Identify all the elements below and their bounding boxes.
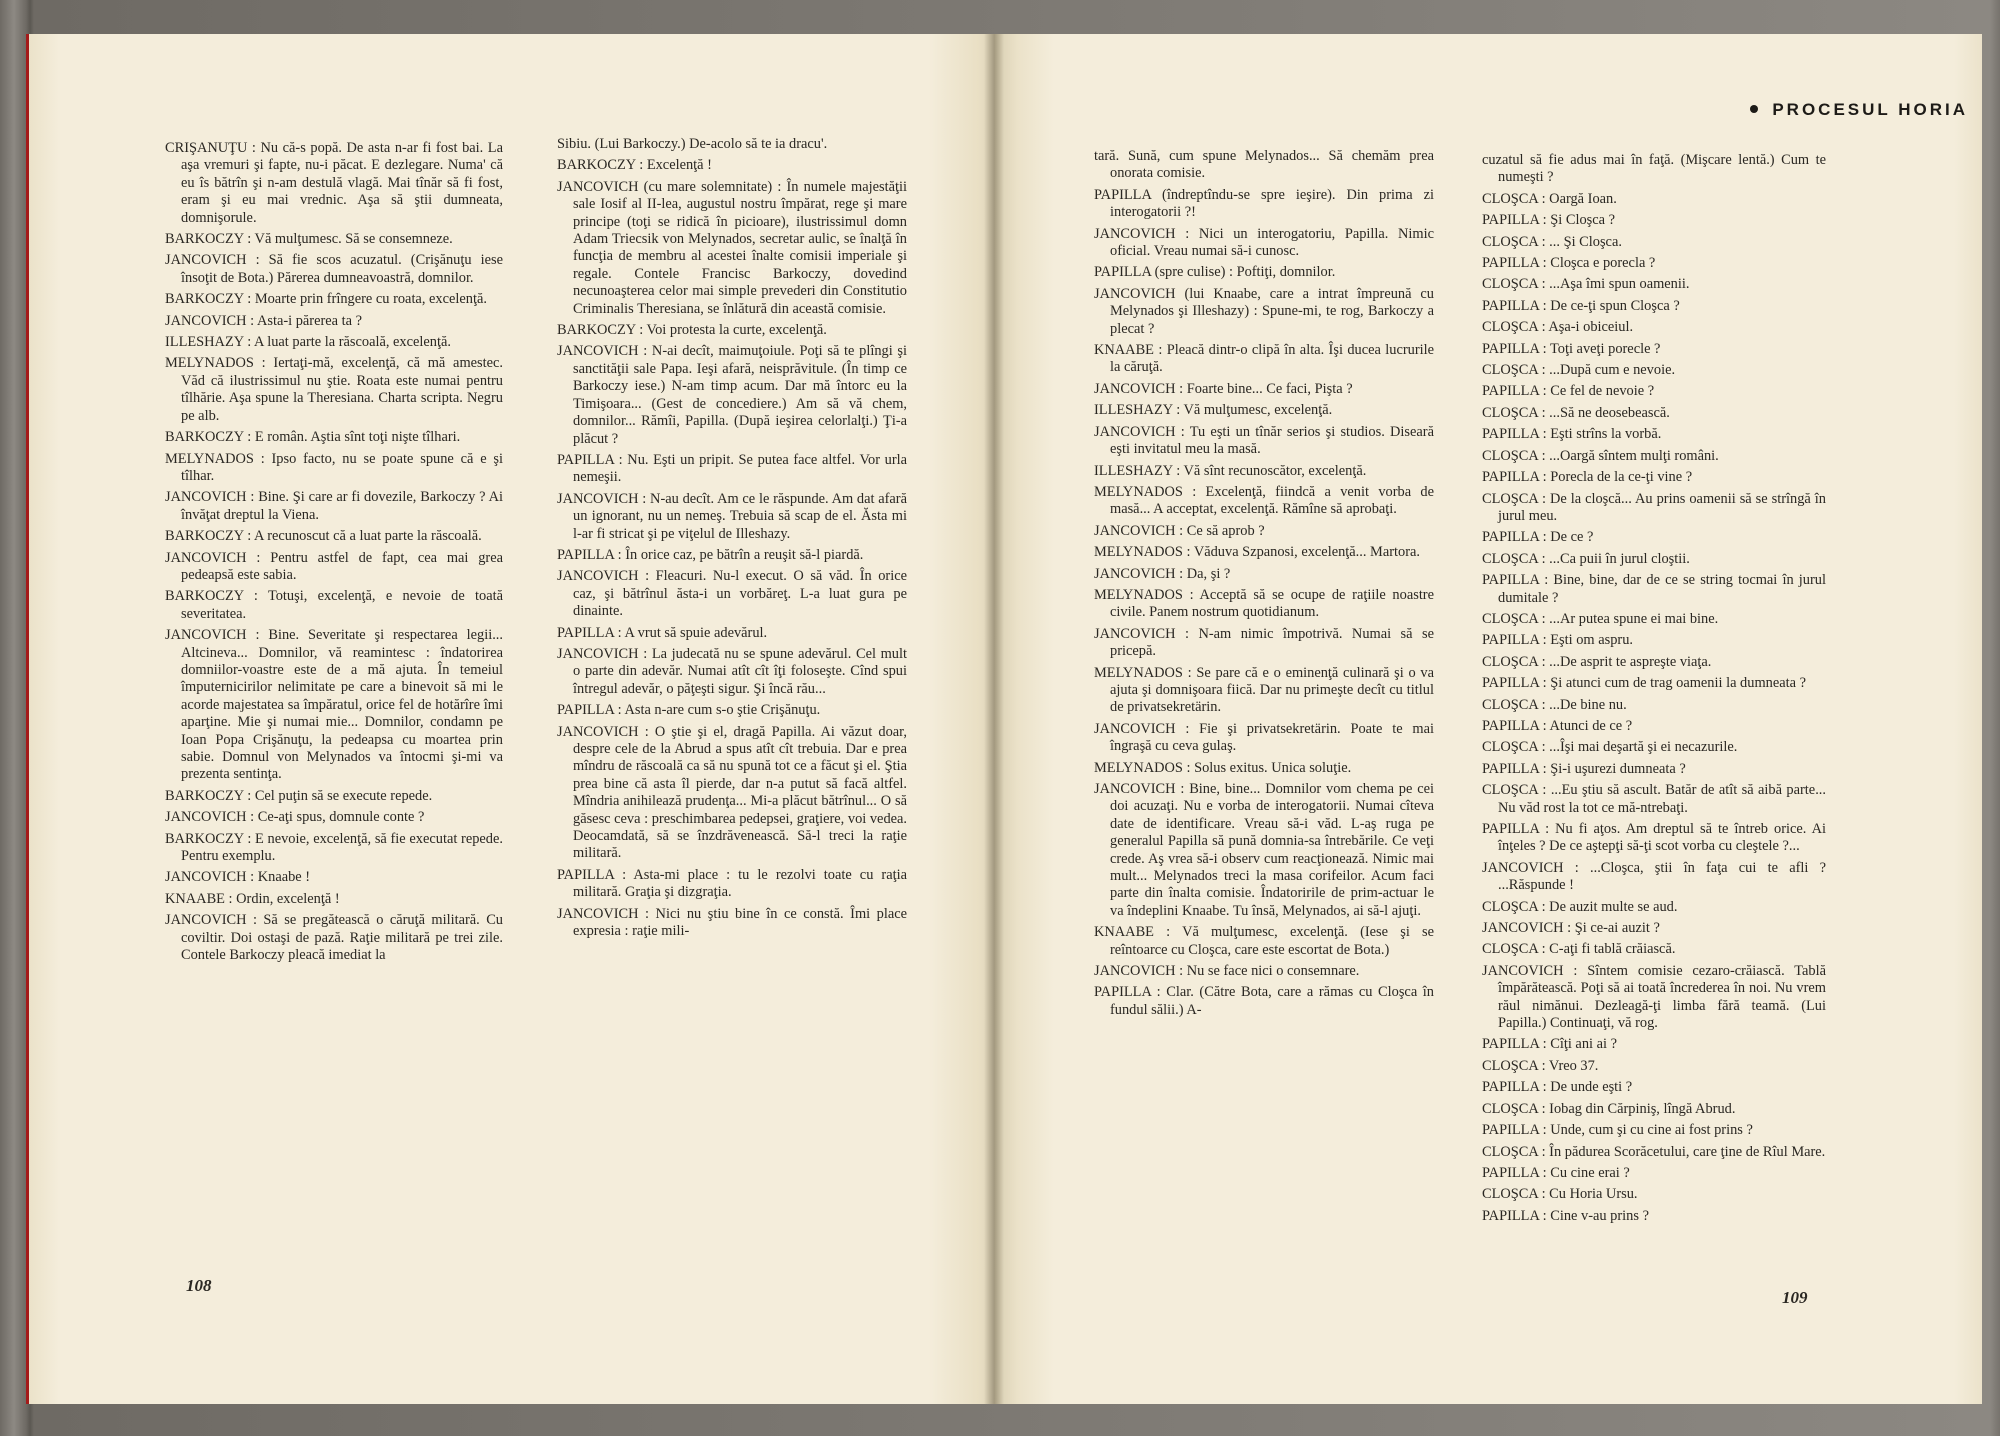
page-number-right: 109 <box>1782 1288 1808 1307</box>
dialogue-paragraph: KNAABE : Ordin, excelenţă ! <box>165 890 340 907</box>
dialogue-paragraph: JANCOVICH : Şi ce-ai auzit ? <box>1482 920 1660 937</box>
dialogue-paragraph: JANCOVICH : Nici nu ştiu bine în ce constă. Îmi place expresia : raţie mili- <box>557 905 907 940</box>
text-column-4 <box>1482 152 1826 1229</box>
dialogue-paragraph: CLOŞCA : ...De bine nu. <box>1482 696 1627 713</box>
dialogue-paragraph: tară. Sună, cum spune Melynados... Să chemăm prea onorata comisie. <box>1094 148 1434 182</box>
dialogue-paragraph: JANCOVICH : O ştie şi el, dragă Papilla. Ai văzut doar, despre cele de la Abrud a spus atît cît trebuia. Dar e prea mîndru de răscoală ca să nu spună tot ce a făcut şi el. Ştia prea bine că asta îl pierde, dar n-a putut să facă altfel. Mîndria anihilează prudenţa... Mi-a plăcut bătrînul... O să găsesc ceva : preschimbarea pedepsei, graţiere, voi vedea. Deocamdată, să se înzdrăvenească. Să-l treci la raţie militară. <box>557 723 908 862</box>
dialogue-paragraph: BARKOCZY : A recunoscut că a luat parte la răscoală. <box>165 528 482 545</box>
dialogue-paragraph: PAPILLA : Ce fel de nevoie ? <box>1482 383 1655 400</box>
dialogue-paragraph: PAPILLA : Şi atunci cum de trag oamenii la dumneata ? <box>1482 675 1806 692</box>
dialogue-paragraph: CLOŞCA : Aşa-i obiceiul. <box>1482 319 1634 336</box>
dialogue-paragraph: PAPILLA : Şi-i uşurezi dumneata ? <box>1482 760 1686 777</box>
dialogue-paragraph: BARKOCZY : Cel puţin să se execute repede. <box>165 787 433 804</box>
dialogue-paragraph: JANCOVICH : Nu se face nici o consemnare. <box>1094 963 1360 980</box>
dialogue-paragraph: BARKOCZY : Moarte prin frîngere cu roata, excelenţă. <box>165 291 487 308</box>
dialogue-paragraph: PAPILLA : Eşti strîns la vorbă. <box>1482 426 1662 443</box>
dialogue-paragraph: BARKOCZY : Excelenţă ! <box>557 157 712 174</box>
dialogue-paragraph: JANCOVICH : Asta-i părerea ta ? <box>165 312 363 329</box>
dialogue-paragraph: ILLESHAZY : Vă mulţumesc, excelenţă. <box>1094 402 1333 419</box>
dialogue-paragraph: PAPILLA (spre culise) : Poftiţi, domnilor. <box>1094 264 1336 281</box>
text-column-2 <box>557 136 907 944</box>
dialogue-paragraph: MELYNADOS : Ipso facto, nu se poate spune că e şi tîlhar. <box>165 450 503 484</box>
dialogue-paragraph: JANCOVICH : ...Cloşca, ştii în faţa cui te afli ? ...Răspunde ! <box>1482 859 1826 894</box>
dialogue-paragraph: PAPILLA (îndreptîndu-se spre ieşire). Din prima zi interogatorii ?! <box>1094 186 1434 221</box>
dialogue-paragraph: JANCOVICH : N-au decît. Am ce le răspunde. Am dat afară un ignorant, nu un nemeş. Trebuia să scap de el. Ăsta mi l-ar fi stricat şi pe viţelul de Illeshazy. <box>557 490 907 542</box>
dialogue-paragraph: BARKOCZY : Totuşi, excelenţă, e nevoie de toată severitatea. <box>165 588 503 622</box>
dialogue-paragraph: MELYNADOS : Solus exitus. Unica soluţie. <box>1094 759 1352 776</box>
dialogue-paragraph: PAPILLA : De ce ? <box>1482 529 1594 546</box>
dialogue-paragraph: ILLESHAZY : Vă sînt recunoscător, excelenţă. <box>1094 462 1367 479</box>
dialogue-paragraph: JANCOVICH : Fie şi privatsekretärin. Poate te mai îngraşă cu ceva gulaş. <box>1094 720 1434 755</box>
dialogue-paragraph: JANCOVICH : Bine. Şi care ar fi dovezile, Barkoczy ? Ai învăţat dreptul la Viena. <box>165 489 503 523</box>
text-column-3 <box>1094 148 1434 1023</box>
dialogue-paragraph: PAPILLA : A vrut să spuie adevărul. <box>557 624 768 641</box>
dialogue-paragraph: PAPILLA : Cloşca e porecla ? <box>1482 255 1656 272</box>
dialogue-paragraph: PAPILLA : Porecla de la ce-ţi vine ? <box>1482 469 1693 486</box>
dialogue-paragraph: PAPILLA : Eşti om aspru. <box>1482 632 1633 649</box>
dialogue-paragraph: CLOŞCA : ...Îşi mai deşartă şi ei necazurile. <box>1482 739 1738 756</box>
dialogue-paragraph: PAPILLA : Asta-mi place : tu le rezolvi toate cu raţia militară. Graţia şi dizgraţia. <box>557 866 907 901</box>
dialogue-paragraph: PAPILLA : Cu cine erai ? <box>1482 1164 1630 1181</box>
dialogue-paragraph: CLOŞCA : Cu Horia Ursu. <box>1482 1186 1638 1203</box>
dialogue-paragraph: JANCOVICH : Da, şi ? <box>1094 565 1231 582</box>
dialogue-paragraph: PAPILLA : Nu fi aţos. Am dreptul să te întreb orice. Ai înţeles ? De ce aştepţi să-ţi scot vorba cu cleştele ?... <box>1482 821 1826 855</box>
dialogue-paragraph: Sibiu. (Lui Barkoczy.) De-acolo să te ia dracu'. <box>557 136 828 152</box>
dialogue-paragraph: PAPILLA : Asta n-are cum s-o ştie Crişănuţu. <box>557 702 821 719</box>
dialogue-paragraph: CRIŞANUŢU : Nu că-s popă. De asta n-ar fi fost bai. La aşa vremuri şi fapte, nu-i păcat. E dezlegare. Numa' că eu îs bătrîn şi n-am destulă vlagă. Mai tînăr să fi fost, eram şi eu mai vrednic. Aşa să ştii dumneata, domnişorule. <box>165 140 503 226</box>
dialogue-paragraph: ILLESHAZY : A luat parte la răscoală, excelenţă. <box>165 334 451 351</box>
dialogue-paragraph: JANCOVICH : Foarte bine... Ce faci, Pişta ? <box>1094 380 1353 397</box>
dialogue-paragraph: CLOŞCA : ...Aşa îmi spun oamenii. <box>1482 276 1690 293</box>
dialogue-paragraph: MELYNADOS : Văduva Szpanosi, excelenţă... Martora. <box>1094 544 1421 561</box>
dialogue-paragraph: CLOŞCA : ...De asprit te aspreşte viaţa. <box>1482 653 1712 670</box>
dialogue-paragraph: CLOŞCA : De auzit multe se aud. <box>1482 898 1678 915</box>
dialogue-paragraph: MELYNADOS : Iertaţi-mă, excelenţă, că mă amestec. Văd că ilustrissimul nu ştie. Roata este numai pentru tîlhărie. Aşa spune la Theresiana. Charta scripta. Negru pe alb. <box>165 355 503 424</box>
running-title: PROCESUL HORIA <box>1772 100 1968 119</box>
dialogue-paragraph: CLOŞCA : Vreo 37. <box>1482 1057 1599 1074</box>
dialogue-paragraph: JANCOVICH : N-ai decît, maimuţoiule. Poţi să te plîngi şi sanctităţii sale Papa. Ieşi afară, neisprăvitule. (În timp ce Barkoczy iese.) N-am timp acum. Dar mă întorc eu la Timişoara... (Gest de concediere.) Am să vă chem, domnilor... Rămîi, Papilla. (După ieşirea celorlalţi.) Ţi-a plăcut ? <box>557 343 907 447</box>
dialogue-paragraph: BARKOCZY : E nevoie, excelenţă, să fie executat repede. Pentru exemplu. <box>165 830 503 865</box>
dialogue-paragraph: PAPILLA : Cine v-au prins ? <box>1482 1207 1649 1224</box>
dialogue-paragraph: PAPILLA : De ce-ţi spun Cloşca ? <box>1482 297 1680 314</box>
dialogue-paragraph: PAPILLA : Unde, cum şi cu cine ai fost prins ? <box>1482 1122 1753 1139</box>
dialogue-paragraph: BARKOCZY : Voi protesta la curte, excelenţă. <box>557 322 827 339</box>
book-gutter <box>984 34 1004 1404</box>
dialogue-paragraph: PAPILLA : Clar. (Către Bota, care a rămas cu Cloşca în fundul sălii.) A- <box>1094 984 1434 1018</box>
dialogue-paragraph: PAPILLA : În orice caz, pe bătrîn a reuşit să-l piardă. <box>557 546 864 563</box>
dialogue-paragraph: CLOŞCA : ... Şi Cloşca. <box>1482 233 1622 250</box>
dialogue-paragraph: JANCOVICH : Pentru astfel de fapt, cea mai grea pedeapsă este sabia. <box>165 549 503 583</box>
running-header <box>1750 100 1968 120</box>
dialogue-paragraph: JANCOVICH : Să se pregătească o căruţă militară. Cu coviltir. Doi ostaşi de pază. Raţie militară pe trei zile. Contele Barkoczy pleacă imediat la <box>165 912 503 964</box>
dialogue-paragraph: JANCOVICH : Ce să aprob ? <box>1094 522 1265 539</box>
dialogue-paragraph: PAPILLA : De unde eşti ? <box>1482 1079 1633 1096</box>
dialogue-paragraph: PAPILLA : Toţi aveţi porecle ? <box>1482 340 1661 357</box>
dialogue-paragraph: JANCOVICH : Tu eşti un tînăr serios şi studios. Diseară eşti invitatul meu la masă. <box>1094 423 1434 458</box>
dialogue-paragraph: JANCOVICH : Knaabe ! <box>165 869 311 886</box>
dialogue-paragraph: KNAABE : Pleacă dintr-o clipă în alta. Îşi ducea lucrurile la căruţă. <box>1094 342 1434 376</box>
dialogue-paragraph: JANCOVICH (cu mare solemnitate) : În numele majestăţii sale Iosif al II-lea, augustul nostru împărat, rege şi mare principe (toţi se ridică în picioare), ilustrissimul domn Adam Triecsik von Melynados, secretar aulic, se înalţă în funcţia de membru al acestei înalte comisii imperiale şi regale. Contele Francisc Barkoczy, dovedind necunoaşterea celor mai simple prevederi din Constitutio Criminalis Theresiana, se înlătură din această comisie. <box>557 178 907 317</box>
dialogue-paragraph: BARKOCZY : Vă mulţumesc. Să se consemneze. <box>165 231 453 248</box>
dialogue-paragraph: CLOŞCA : ...Ar putea spune ei mai bine. <box>1482 610 1719 627</box>
dialogue-paragraph: CLOŞCA : ...Eu ştiu să ascult. Batăr de atît să aibă parte... Nu văd rost la tot ce mă-ntrebaţi. <box>1482 782 1826 816</box>
page-number-left: 108 <box>186 1276 212 1295</box>
dialogue-paragraph: CLOŞCA : ...Să ne deosebească. <box>1482 404 1670 421</box>
dialogue-paragraph: CLOŞCA : În pădurea Scorăcetului, care ţine de Rîul Mare. <box>1482 1143 1826 1160</box>
dialogue-paragraph: JANCOVICH (lui Knaabe, care a intrat împreună cu Melynados şi Illeshazy) : Spune-mi, te rog, Barkoczy a plecat ? <box>1094 285 1434 337</box>
dialogue-paragraph: MELYNADOS : Acceptă să se ocupe de raţiile noastre civile. Panem nostrum quotidianum. <box>1094 586 1434 621</box>
dialogue-paragraph: CLOŞCA : C-aţi fi tablă crăiască. <box>1482 941 1676 958</box>
dialogue-paragraph: CLOŞCA : Oargă Ioan. <box>1482 190 1617 207</box>
dialogue-paragraph: JANCOVICH : Sîntem comisie cezaro-crăiască. Tablă împărătească. Poţi să ai toată încrederea în noi. Nu vrem răul nimănui. Dezleagă-ţi limba fără teamă. (Lui Papilla.) Continuaţi, vă rog. <box>1482 962 1826 1032</box>
dialogue-paragraph: cuzatul să fie adus mai în faţă. (Mişcare lentă.) Cum te numeşti ? <box>1482 152 1826 186</box>
text-column-1 <box>165 140 503 968</box>
dialogue-paragraph: PAPILLA : Şi Cloşca ? <box>1482 212 1615 229</box>
dialogue-paragraph: CLOŞCA : ...Oargă sîntem mulţi români. <box>1482 447 1719 464</box>
dialogue-paragraph: PAPILLA : Nu. Eşti un pripit. Se putea face altfel. Vor urla nemeşii. <box>557 451 907 486</box>
dialogue-paragraph: MELYNADOS : Se pare că e o eminenţă culinară şi o va ajuta şi domnişoara fiică. Dar nu primeşte decît cu titlul de privatsekretärin. <box>1094 664 1434 716</box>
dialogue-paragraph: CLOŞCA : Iobag din Cărpiniş, lîngă Abrud. <box>1482 1100 1736 1117</box>
dialogue-paragraph: JANCOVICH : Ce-aţi spus, domnule conte ? <box>165 809 425 826</box>
dialogue-paragraph: JANCOVICH : Să fie scos acuzatul. (Crişănuţu iese însoţit de Bota.) Părerea dumneavoastră, domnilor. <box>165 252 503 286</box>
dialogue-paragraph: JANCOVICH : Nici un interogatoriu, Papilla. Nimic oficial. Vreau numai să-i cunosc. <box>1094 225 1434 260</box>
dialogue-paragraph: BARKOCZY : E român. Aştia sînt toţi nişte tîlhari. <box>165 429 461 446</box>
dialogue-paragraph: CLOŞCA : De la cloşcă... Au prins oamenii să se strîngă în jurul meu. <box>1482 490 1826 524</box>
bullet-icon <box>1750 105 1758 113</box>
dialogue-paragraph: PAPILLA : Bine, bine, dar de ce se string tocmai în jurul dumitale ? <box>1482 572 1826 606</box>
dialogue-paragraph: JANCOVICH : Bine. Severitate şi respectarea legii... Altcineva... Domnilor, vă reamintesc : îndatorirea domniilor-voastre este de a mă ajuta. În temeiul împuternicirilor nelimitate pe care a binevoit să mi le acorde majestatea sa împăratul, orice fel de hotărîre îmi aparţine. Mie şi numai mie... Domnilor, condamn pe Ioan Popa Crişănuţu, la pedeapsa cu moartea prin sabie. Domnul von Melynados va întocmi şi-mi va prezenta sentinţa. <box>165 627 503 783</box>
dialogue-paragraph: JANCOVICH : Bine, bine... Domnilor vom chema pe cei doi acuzaţi. Nu e vorba de interogatorii. Numai cîteva date de identificare. Vreau să-i văd. L-aş ruga pe generalul Papilla să pună domnia-sa întrebările. Ce veţi crede. Aş vrea să-i observ cum reacţionează. Nimic mai mult... Melynados treci la masa corifeilor. Acum faci parte din înalta comisie. Îndatoririle de prim-actuar le va îndeplini Knaabe. Tu însă, Melynados, ai să-l ajuţi. <box>1094 781 1434 919</box>
dialogue-paragraph: JANCOVICH : La judecată nu se spune adevărul. Cel mult o parte din adevăr. Numai atît cît îţi foloseşte. Cînd spui întregul adevăr, o păţeşti sigur. Şi încă rău... <box>557 645 907 697</box>
dialogue-paragraph: PAPILLA : Cîţi ani ai ? <box>1482 1036 1617 1053</box>
dialogue-paragraph: CLOŞCA : ...Ca puii în jurul cloştii. <box>1482 550 1690 567</box>
dialogue-paragraph: JANCOVICH : N-am nimic împotrivă. Numai să se pricepă. <box>1094 625 1434 660</box>
dialogue-paragraph: CLOŞCA : ...După cum e nevoie. <box>1482 362 1676 379</box>
dialogue-paragraph: MELYNADOS : Excelenţă, fiindcă a venit vorba de masă... A acceptat, excelenţă. Rămîne să aprobaţi. <box>1094 483 1434 518</box>
dialogue-paragraph: PAPILLA : Atunci de ce ? <box>1482 717 1633 734</box>
dialogue-paragraph: KNAABE : Vă mulţumesc, excelenţă. (Iese şi se reîntoarce cu Cloşca, care este escortat de Bota.) <box>1094 924 1434 958</box>
dialogue-paragraph: JANCOVICH : Fleacuri. Nu-l execut. O să văd. În orice caz, şi bătrînul ăsta-i un vorbăreţ. L-a luat gura pe dinainte. <box>557 568 907 620</box>
